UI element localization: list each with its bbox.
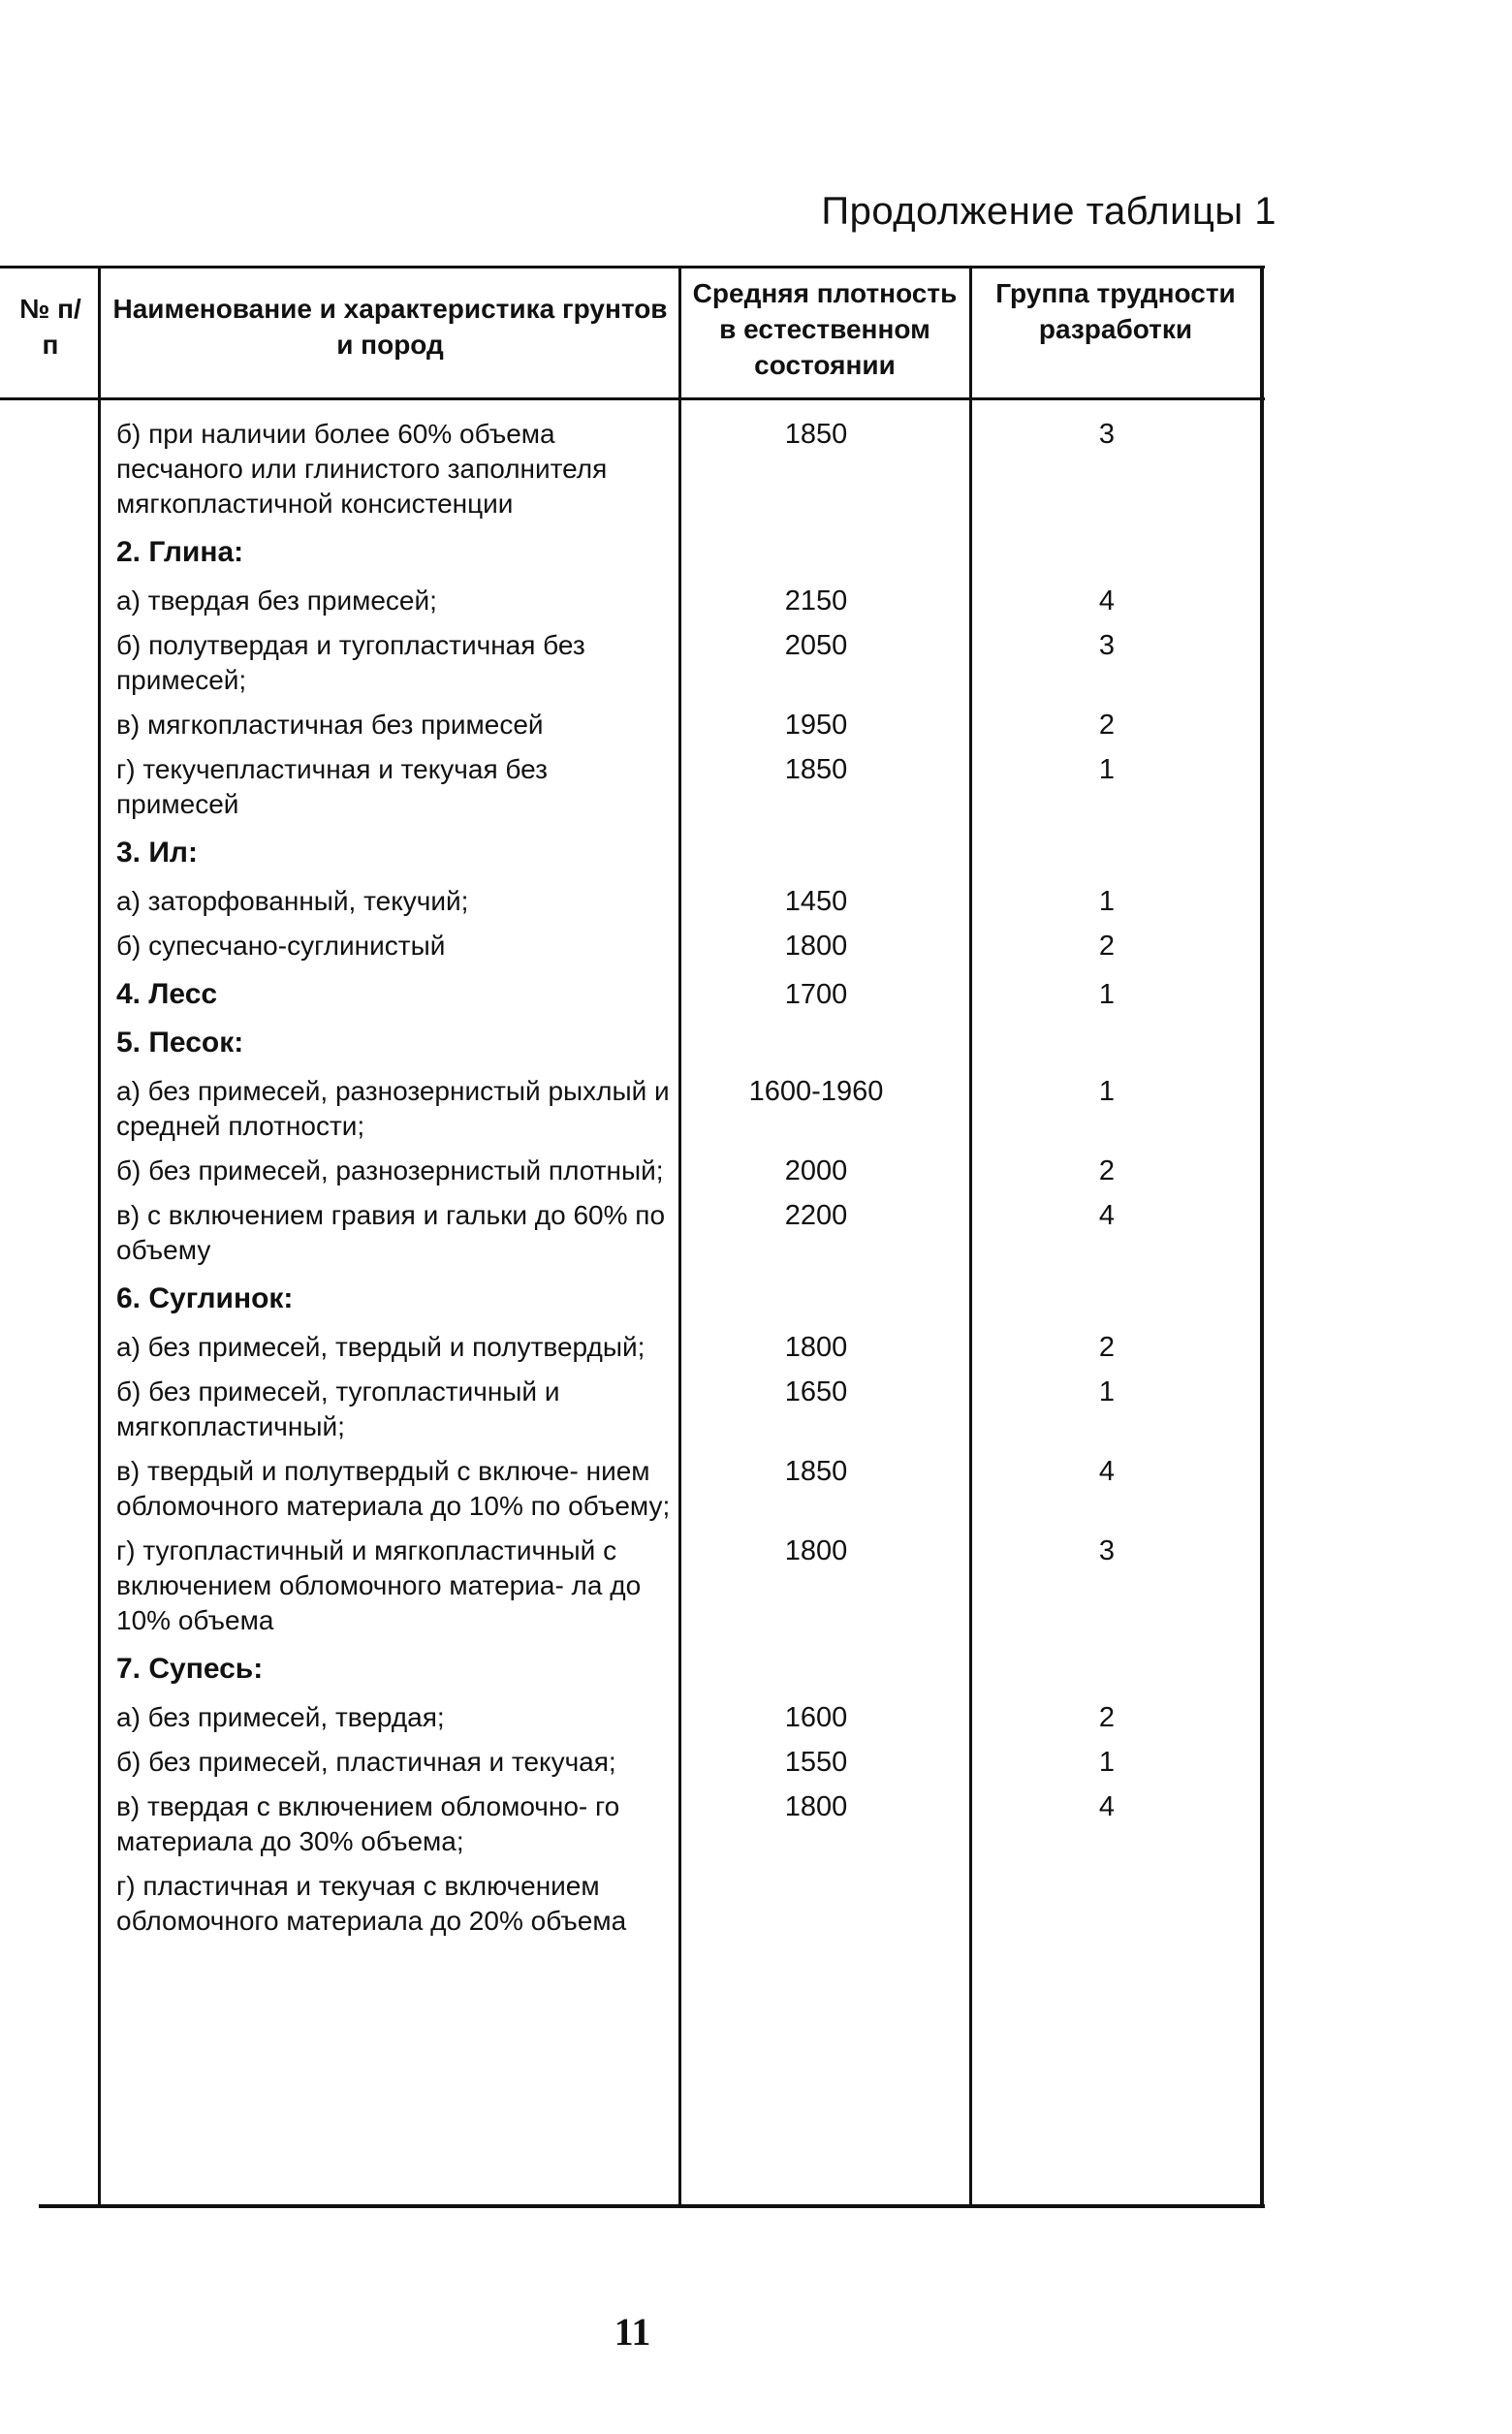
table-section-row [0, 1026, 1265, 1060]
density-cell: 2000 [784, 1155, 848, 1186]
density-cell: 1650 [784, 1376, 848, 1407]
soil-name-cell: а) твердая без примесей; [116, 585, 437, 616]
table-row [0, 1789, 1265, 1859]
soil-name-cell: б) без примесей, пластичная и текучая; [116, 1747, 616, 1777]
density-cell: 1850 [784, 754, 848, 785]
density-cell: 1700 [784, 979, 848, 1010]
soil-name-cell: 3. Ил: [116, 837, 198, 869]
density-cell: 1850 [784, 419, 848, 450]
density-cell: 1800 [784, 1332, 848, 1363]
difficulty-group-cell: 4 [1098, 585, 1116, 616]
table-section-row [0, 836, 1265, 870]
difficulty-group-cell: 4 [1098, 1200, 1116, 1231]
table-row [0, 1154, 1265, 1188]
header-name: Наименование и характеристика грунтов и пород [112, 294, 668, 360]
soil-name-cell: а) без примесей, твердая; [116, 1702, 445, 1732]
soil-name-cell: а) заторфованный, текучий; [116, 886, 469, 916]
difficulty-group-cell: 3 [1098, 419, 1116, 450]
table-section-row [0, 1281, 1265, 1316]
table-row [0, 708, 1265, 743]
table-row [0, 1745, 1265, 1780]
table-top-border [0, 266, 1265, 269]
header-bottom-border [0, 397, 1265, 400]
table-section-row [0, 1652, 1265, 1687]
density-cell: 2200 [784, 1200, 848, 1231]
soil-name-cell: в) с включением гравия и гальки до 60% по объему [116, 1200, 666, 1265]
density-cell: 1800 [784, 1535, 848, 1566]
table-row [0, 884, 1265, 919]
difficulty-group-cell: 1 [1098, 1747, 1116, 1778]
density-cell: 1600 [784, 1702, 848, 1733]
difficulty-group-cell: 2 [1098, 1702, 1116, 1733]
table-section-row [0, 977, 1265, 1012]
header-density: Средняя плотность в естественном состоянии [692, 278, 958, 380]
table-row [0, 1533, 1265, 1638]
header-num: № п/п [19, 294, 81, 360]
difficulty-group-cell: 4 [1098, 1456, 1116, 1487]
table-row [0, 1700, 1265, 1735]
density-cell: 1800 [784, 1791, 848, 1822]
soil-name-cell: а) без примесей, твердый и полутвердый; [116, 1332, 646, 1362]
soil-name-cell: в) твердый и полутвердый с включе- нием обломочного материала до 10% по объему; [116, 1456, 671, 1521]
soil-name-cell: 7. Супесь: [116, 1653, 264, 1685]
difficulty-group-cell: 2 [1098, 1332, 1116, 1363]
difficulty-group-cell: 3 [1098, 630, 1116, 661]
density-cell: 1600-1960 [748, 1076, 884, 1107]
density-cell: 1450 [784, 886, 848, 917]
soil-name-cell: а) без примесей, разнозернистый рыхлый и средней плотности; [116, 1076, 670, 1141]
difficulty-group-cell: 2 [1098, 931, 1116, 962]
density-cell: 1950 [784, 710, 848, 741]
table-row [0, 417, 1265, 522]
header-group: Группа трудности разработки [995, 278, 1236, 344]
difficulty-group-cell: 4 [1098, 1791, 1116, 1822]
soil-name-cell: б) при наличии более 60% объема песчаного или глинистого заполнителя мягкопластичной консистенции [116, 419, 608, 519]
difficulty-group-cell: 3 [1098, 1535, 1116, 1566]
table-row [0, 752, 1265, 822]
table-row [0, 1869, 1265, 1939]
difficulty-group-cell: 1 [1098, 886, 1116, 917]
table-section-row [0, 535, 1265, 570]
difficulty-group-cell: 1 [1098, 754, 1116, 785]
table-row [0, 584, 1265, 618]
density-cell: 1850 [784, 1456, 848, 1487]
soil-name-cell: в) твердая с включением обломочно- го материала до 30% объема; [116, 1791, 620, 1856]
table-row [0, 929, 1265, 964]
soil-name-cell: 5. Песок: [116, 1027, 244, 1059]
soil-name-cell: 2. Глина: [116, 536, 244, 568]
soil-name-cell: в) мягкопластичная без примесей [116, 710, 544, 740]
difficulty-group-cell: 2 [1098, 710, 1116, 741]
table-bottom-border [39, 2204, 1265, 2208]
soil-name-cell: г) тугопластичный и мягкопластичный с включением обломочного материа- ла до 10% объема [116, 1535, 642, 1635]
difficulty-group-cell: 1 [1098, 979, 1116, 1010]
density-cell: 2150 [784, 585, 848, 616]
difficulty-group-cell: 2 [1098, 1155, 1116, 1186]
table-body [0, 417, 1265, 1948]
table-row [0, 1330, 1265, 1365]
table-row [0, 1454, 1265, 1524]
page-number: 11 [614, 2310, 651, 2354]
table-row [0, 1375, 1265, 1444]
soil-name-cell: б) без примесей, тугопластичный и мягкопластичный; [116, 1376, 560, 1441]
soil-name-cell: б) без примесей, разнозернистый плотный; [116, 1155, 664, 1185]
difficulty-group-cell: 1 [1098, 1076, 1116, 1107]
table-caption: Продолжение таблицы 1 [821, 190, 1276, 233]
soil-name-cell: г) текучепластичная и текучая без примесей [116, 754, 548, 819]
soil-name-cell: б) полутвердая и тугопластичная без примесей; [116, 630, 585, 695]
table-row [0, 1074, 1265, 1144]
density-cell: 1550 [784, 1747, 848, 1778]
difficulty-group-cell: 1 [1098, 1376, 1116, 1407]
table-row [0, 628, 1265, 698]
soil-name-cell: 6. Суглинок: [116, 1282, 294, 1314]
soil-name-cell: г) пластичная и текучая с включением обломочного материала до 20% объема [116, 1871, 627, 1936]
soil-name-cell: 4. Лесс [116, 978, 218, 1010]
soil-name-cell: б) супесчано-суглинистый [116, 931, 446, 961]
table-row [0, 1198, 1265, 1268]
density-cell: 2050 [784, 630, 848, 661]
density-cell: 1800 [784, 931, 848, 962]
